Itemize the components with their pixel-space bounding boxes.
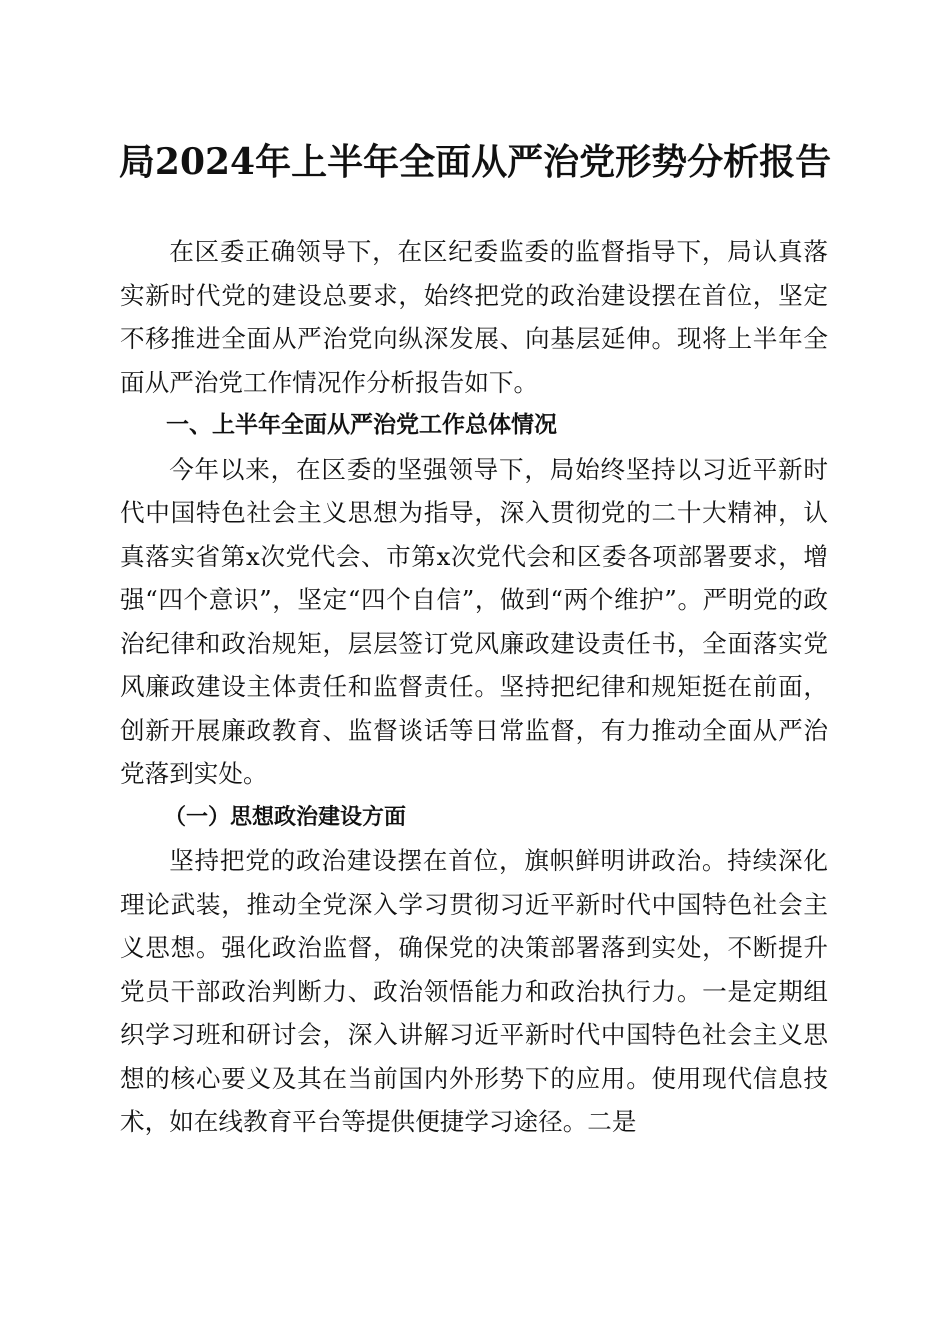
section-heading: 一、上半年全面从严治党工作总体情况	[166, 412, 557, 438]
section-paragraph: 今年以来，在区委的坚强领导下，局始终坚持以习近平新时代中国特色社会主义思想为指导，深入贯彻党的二十大精神，认真落实省第x次党代会、市第x次党代会和区委各项部署要求，增强“四个意识”，坚定“四个自信”，做到“两个维护”。严明党的政治纪律和政治规矩，层层签订党风廉政建设责任书，全面落实党风廉政建设主体责任和监督责任。坚持把纪律和规矩挺在前面，创新开展廉政教育、监督谈话等日常监督，有力推动全面从严治党落到实处。	[120, 454, 828, 788]
subsection-paragraph: 坚持把党的政治建设摆在首位，旗帜鲜明讲政治。持续深化理论武装，推动全党深入学习贯彻习近平新时代中国特色社会主义思想。强化政治监督，确保党的决策部署落到实处，不断提升党员干部政治判断力、政治领悟能力和政治执行力。一是定期组织学习班和研讨会，深入讲解习近平新时代中国特色社会主义思想的核心要义及其在当前国内外形势下的应用。使用现代信息技术，如在线教育平台等提供便捷学习途径。二是	[120, 846, 828, 1136]
document-title: 局2024年上半年全面从严治党形势分析报告	[118, 141, 832, 183]
subsection-heading: （一）思想政治建设方面	[164, 803, 407, 830]
intro-paragraph: 在区委正确领导下，在区纪委监委的监督指导下，局认真落实新时代党的建设总要求，始终把党的政治建设摆在首位，坚定不移推进全面从严治党向纵深发展、向基层延伸。现将上半年全面从严治党工作情况作分析报告如下。	[120, 237, 828, 397]
document-body	[120, 230, 828, 1144]
